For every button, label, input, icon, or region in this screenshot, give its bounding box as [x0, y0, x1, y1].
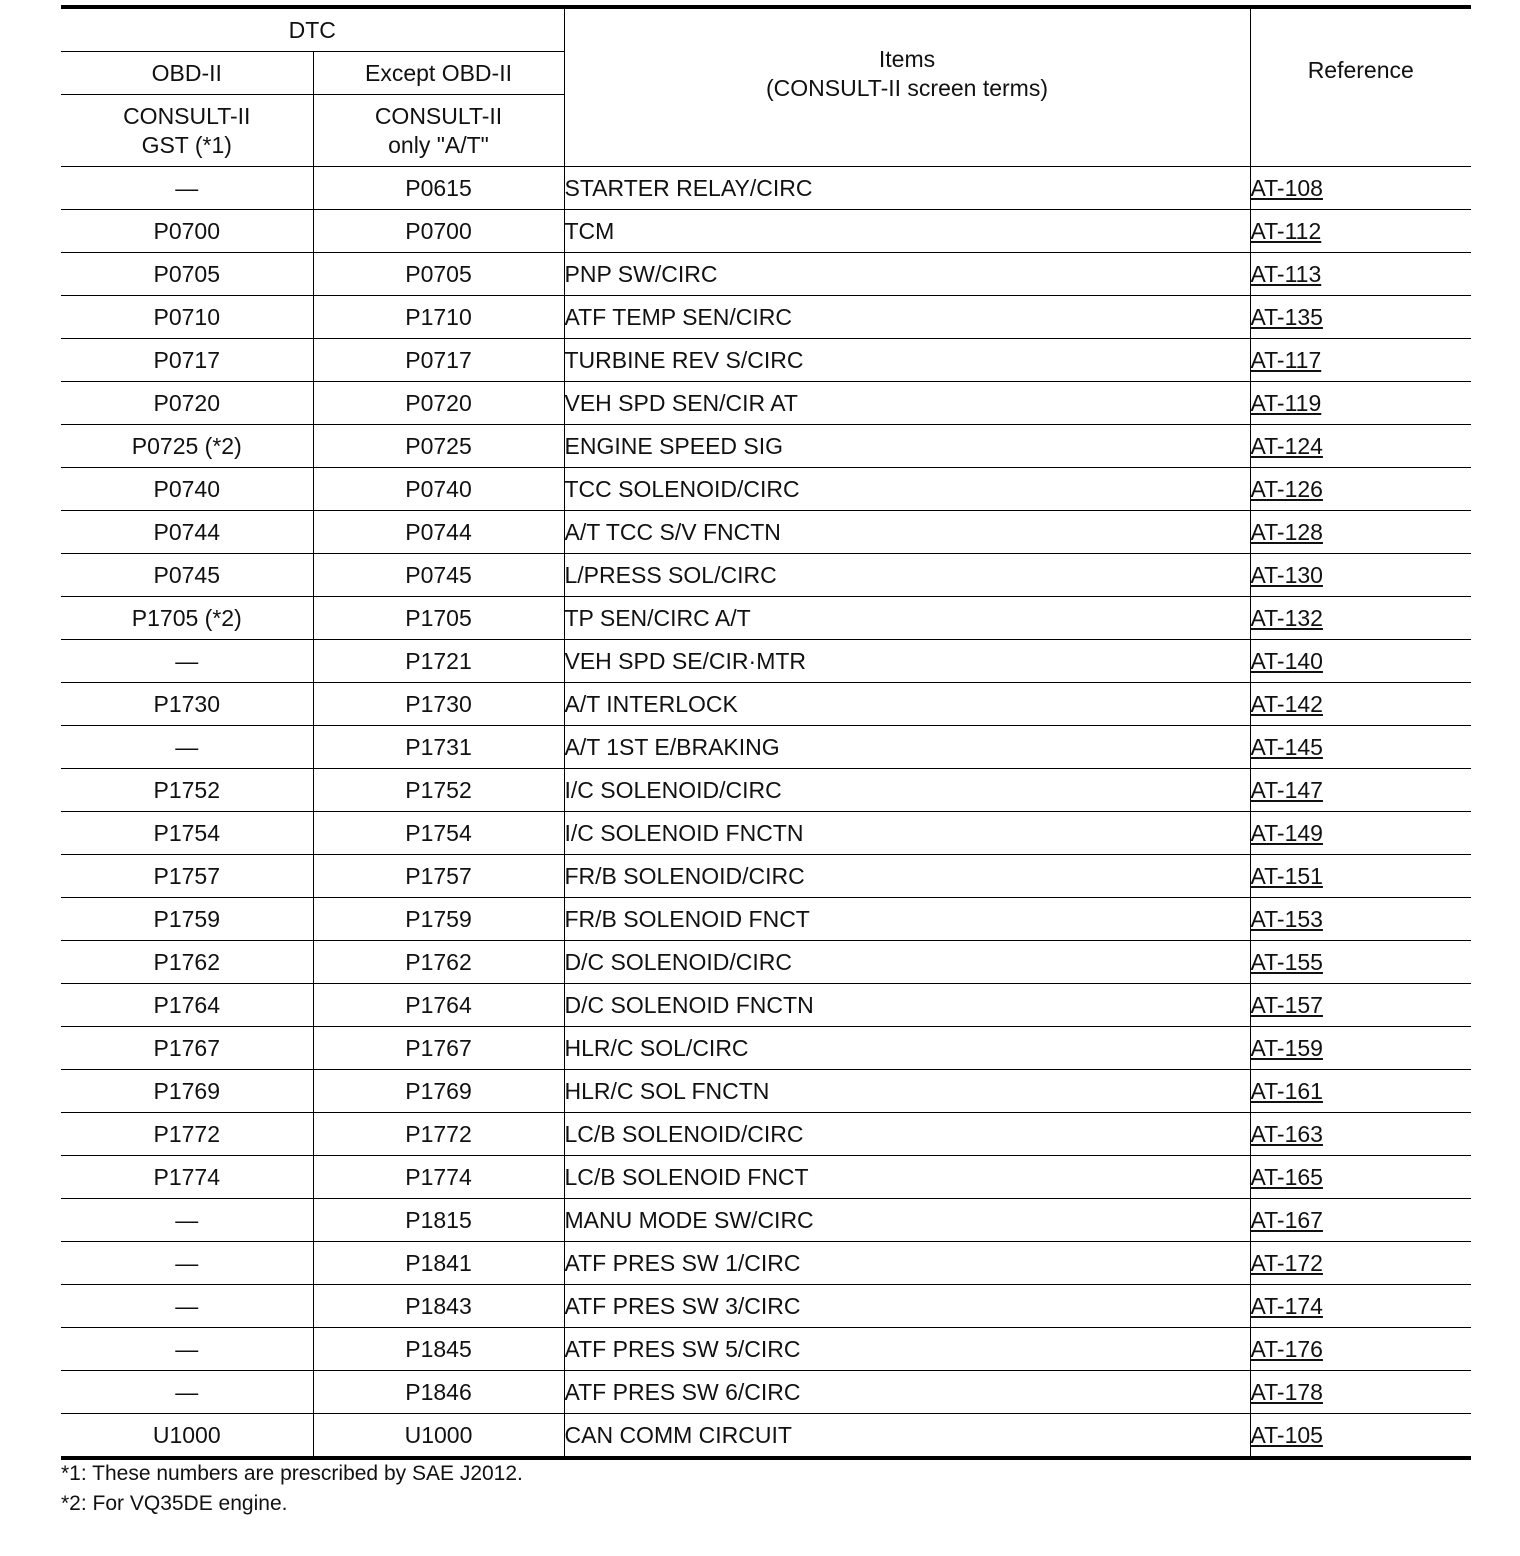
- reference-link[interactable]: AT-128: [1250, 518, 1323, 545]
- reference-link[interactable]: AT-132: [1250, 604, 1323, 631]
- cell-item: I/C SOLENOID FNCTN: [564, 812, 1250, 855]
- header-consult-only: [313, 95, 564, 167]
- header-reference-label: Reference: [1307, 57, 1414, 83]
- table-header: [61, 7, 1471, 167]
- table-row: [61, 1199, 1471, 1242]
- cell-reference: [1250, 640, 1471, 683]
- cell-item: D/C SOLENOID FNCTN: [564, 984, 1250, 1027]
- cell-obd2-code: P1774: [61, 1156, 313, 1199]
- cell-obd2-code: P1730: [61, 683, 313, 726]
- cell-reference: [1250, 425, 1471, 468]
- dtc-table: [61, 5, 1471, 1460]
- header-reference: [1250, 7, 1471, 167]
- cell-obd2-code: P0720: [61, 382, 313, 425]
- cell-obd2-code: P1762: [61, 941, 313, 984]
- table-row: [61, 1328, 1471, 1371]
- cell-item: HLR/C SOL FNCTN: [564, 1070, 1250, 1113]
- header-items: [564, 7, 1250, 167]
- cell-reference: [1250, 984, 1471, 1027]
- cell-reference: [1250, 382, 1471, 425]
- reference-link[interactable]: AT-126: [1250, 475, 1323, 502]
- cell-reference: [1250, 253, 1471, 296]
- table-row: [61, 855, 1471, 898]
- cell-except-obd2-code: P1841: [313, 1242, 564, 1285]
- cell-item: FR/B SOLENOID/CIRC: [564, 855, 1250, 898]
- footnote-1: *1: These numbers are prescribed by SAE J2012.: [61, 1462, 523, 1485]
- cell-item: I/C SOLENOID/CIRC: [564, 769, 1250, 812]
- cell-reference: [1250, 941, 1471, 984]
- reference-link[interactable]: AT-124: [1250, 432, 1323, 459]
- cell-reference: [1250, 1371, 1471, 1414]
- cell-reference: [1250, 726, 1471, 769]
- header-consult-only-line1: CONSULT-II: [374, 102, 503, 129]
- header-consult-gst-line2: GST (*1): [141, 131, 232, 158]
- cell-obd2-code: —: [61, 726, 313, 769]
- reference-link[interactable]: AT-151: [1250, 862, 1323, 889]
- cell-reference: [1250, 1113, 1471, 1156]
- cell-except-obd2-code: P1846: [313, 1371, 564, 1414]
- cell-obd2-code: P0710: [61, 296, 313, 339]
- cell-item: TP SEN/CIRC A/T: [564, 597, 1250, 640]
- reference-link[interactable]: AT-130: [1250, 561, 1323, 588]
- table-row: [61, 554, 1471, 597]
- cell-except-obd2-code: P0725: [313, 425, 564, 468]
- cell-item: VEH SPD SEN/CIR AT: [564, 382, 1250, 425]
- cell-except-obd2-code: P1769: [313, 1070, 564, 1113]
- reference-link[interactable]: AT-113: [1250, 260, 1322, 287]
- cell-obd2-code: P0740: [61, 468, 313, 511]
- table-row: [61, 468, 1471, 511]
- reference-link[interactable]: AT-159: [1250, 1034, 1323, 1061]
- cell-obd2-code: P0705: [61, 253, 313, 296]
- cell-reference: [1250, 1328, 1471, 1371]
- footnotes: [61, 1459, 523, 1519]
- table-row: [61, 984, 1471, 1027]
- reference-link[interactable]: AT-178: [1250, 1378, 1323, 1405]
- cell-obd2-code: P1769: [61, 1070, 313, 1113]
- cell-except-obd2-code: P0740: [313, 468, 564, 511]
- reference-link[interactable]: AT-149: [1250, 819, 1323, 846]
- table-row: [61, 511, 1471, 554]
- table-row: [61, 339, 1471, 382]
- cell-reference: [1250, 210, 1471, 253]
- cell-except-obd2-code: P1752: [313, 769, 564, 812]
- cell-reference: [1250, 339, 1471, 382]
- table-row: [61, 382, 1471, 425]
- cell-except-obd2-code: P1767: [313, 1027, 564, 1070]
- cell-except-obd2-code: P1705: [313, 597, 564, 640]
- cell-reference: [1250, 167, 1471, 210]
- table-row: [61, 1371, 1471, 1414]
- cell-item: MANU MODE SW/CIRC: [564, 1199, 1250, 1242]
- cell-obd2-code: P1752: [61, 769, 313, 812]
- table-row: [61, 812, 1471, 855]
- cell-reference: [1250, 1285, 1471, 1328]
- reference-link[interactable]: AT-108: [1250, 174, 1323, 201]
- cell-reference: [1250, 812, 1471, 855]
- reference-link[interactable]: AT-176: [1250, 1335, 1323, 1362]
- cell-reference: [1250, 855, 1471, 898]
- table-row: [61, 941, 1471, 984]
- cell-except-obd2-code: P1730: [313, 683, 564, 726]
- table-row: [61, 1285, 1471, 1328]
- reference-link[interactable]: AT-119: [1250, 389, 1322, 416]
- cell-except-obd2-code: P0615: [313, 167, 564, 210]
- cell-obd2-code: P0745: [61, 554, 313, 597]
- header-consult-gst: [61, 95, 313, 167]
- reference-link[interactable]: AT-172: [1250, 1249, 1323, 1276]
- cell-except-obd2-code: P1757: [313, 855, 564, 898]
- cell-except-obd2-code: P1710: [313, 296, 564, 339]
- cell-item: STARTER RELAY/CIRC: [564, 167, 1250, 210]
- reference-link[interactable]: AT-145: [1250, 733, 1323, 760]
- table-row: [61, 210, 1471, 253]
- table-row: [61, 296, 1471, 339]
- cell-obd2-code: —: [61, 1242, 313, 1285]
- cell-except-obd2-code: P0720: [313, 382, 564, 425]
- cell-obd2-code: P0725 (*2): [61, 425, 313, 468]
- reference-link[interactable]: AT-135: [1250, 303, 1323, 330]
- reference-link[interactable]: AT-155: [1250, 948, 1323, 975]
- cell-item: ATF PRES SW 3/CIRC: [564, 1285, 1250, 1328]
- cell-item: VEH SPD SE/CIR·MTR: [564, 640, 1250, 683]
- cell-obd2-code: P0717: [61, 339, 313, 382]
- cell-item: ATF PRES SW 1/CIRC: [564, 1242, 1250, 1285]
- cell-except-obd2-code: P1845: [313, 1328, 564, 1371]
- table-row: [61, 253, 1471, 296]
- cell-obd2-code: —: [61, 640, 313, 683]
- cell-reference: [1250, 898, 1471, 941]
- cell-item: ATF PRES SW 5/CIRC: [564, 1328, 1250, 1371]
- reference-link[interactable]: AT-142: [1250, 690, 1323, 717]
- cell-except-obd2-code: P1764: [313, 984, 564, 1027]
- cell-reference: [1250, 597, 1471, 640]
- cell-obd2-code: —: [61, 1371, 313, 1414]
- cell-obd2-code: P1754: [61, 812, 313, 855]
- reference-link[interactable]: AT-161: [1250, 1077, 1323, 1104]
- cell-obd2-code: P1767: [61, 1027, 313, 1070]
- cell-obd2-code: P1764: [61, 984, 313, 1027]
- cell-except-obd2-code: P1762: [313, 941, 564, 984]
- header-items-subtitle: (CONSULT-II screen terms): [766, 74, 1048, 101]
- cell-item: TURBINE REV S/CIRC: [564, 339, 1250, 382]
- table-row: [61, 425, 1471, 468]
- cell-item: A/T 1ST E/BRAKING: [564, 726, 1250, 769]
- cell-except-obd2-code: P1731: [313, 726, 564, 769]
- reference-link[interactable]: AT-105: [1250, 1421, 1323, 1448]
- cell-item: FR/B SOLENOID FNCT: [564, 898, 1250, 941]
- cell-reference: [1250, 1199, 1471, 1242]
- cell-reference: [1250, 1070, 1471, 1113]
- cell-item: A/T INTERLOCK: [564, 683, 1250, 726]
- cell-except-obd2-code: P1721: [313, 640, 564, 683]
- table-row: [61, 1070, 1471, 1113]
- table-body: [61, 167, 1471, 1459]
- cell-except-obd2-code: P1754: [313, 812, 564, 855]
- reference-link[interactable]: AT-174: [1250, 1292, 1323, 1319]
- cell-item: A/T TCC S/V FNCTN: [564, 511, 1250, 554]
- cell-item: TCC SOLENOID/CIRC: [564, 468, 1250, 511]
- reference-link[interactable]: AT-140: [1250, 647, 1323, 674]
- cell-reference: [1250, 468, 1471, 511]
- cell-obd2-code: —: [61, 1285, 313, 1328]
- cell-item: LC/B SOLENOID FNCT: [564, 1156, 1250, 1199]
- header-consult-only-line2: only "A/T": [388, 131, 489, 158]
- cell-item: TCM: [564, 210, 1250, 253]
- cell-except-obd2-code: P0744: [313, 511, 564, 554]
- cell-item: ENGINE SPEED SIG: [564, 425, 1250, 468]
- reference-link[interactable]: AT-117: [1250, 346, 1322, 373]
- cell-reference: [1250, 683, 1471, 726]
- cell-reference: [1250, 1027, 1471, 1070]
- cell-item: HLR/C SOL/CIRC: [564, 1027, 1250, 1070]
- table-row: [61, 167, 1471, 210]
- cell-obd2-code: P1772: [61, 1113, 313, 1156]
- header-except-obd2: Except OBD-II: [313, 52, 564, 95]
- cell-obd2-code: P1757: [61, 855, 313, 898]
- table-row: [61, 726, 1471, 769]
- cell-except-obd2-code: P0717: [313, 339, 564, 382]
- cell-obd2-code: P0700: [61, 210, 313, 253]
- table-row: [61, 1242, 1471, 1285]
- cell-except-obd2-code: P0705: [313, 253, 564, 296]
- cell-item: ATF PRES SW 6/CIRC: [564, 1371, 1250, 1414]
- cell-reference: [1250, 1156, 1471, 1199]
- cell-reference: [1250, 1242, 1471, 1285]
- cell-except-obd2-code: P1774: [313, 1156, 564, 1199]
- footnote-2: *2: For VQ35DE engine.: [61, 1492, 288, 1515]
- cell-except-obd2-code: P0745: [313, 554, 564, 597]
- cell-obd2-code: P1759: [61, 898, 313, 941]
- cell-item: LC/B SOLENOID/CIRC: [564, 1113, 1250, 1156]
- cell-except-obd2-code: P1843: [313, 1285, 564, 1328]
- cell-except-obd2-code: P0700: [313, 210, 564, 253]
- cell-obd2-code: P1705 (*2): [61, 597, 313, 640]
- table-row: [61, 1414, 1471, 1459]
- cell-except-obd2-code: U1000: [313, 1414, 564, 1459]
- cell-except-obd2-code: P1759: [313, 898, 564, 941]
- reference-link[interactable]: AT-112: [1250, 217, 1322, 244]
- cell-obd2-code: —: [61, 1328, 313, 1371]
- header-items-title: Items: [878, 45, 936, 72]
- cell-item: PNP SW/CIRC: [564, 253, 1250, 296]
- cell-item: CAN COMM CIRCUIT: [564, 1414, 1250, 1459]
- table-row: [61, 1027, 1471, 1070]
- cell-reference: [1250, 296, 1471, 339]
- table-row: [61, 1156, 1471, 1199]
- table-row: [61, 640, 1471, 683]
- table-row: [61, 1113, 1471, 1156]
- cell-item: D/C SOLENOID/CIRC: [564, 941, 1250, 984]
- cell-reference: [1250, 511, 1471, 554]
- reference-link[interactable]: AT-153: [1250, 905, 1323, 932]
- cell-item: ATF TEMP SEN/CIRC: [564, 296, 1250, 339]
- reference-link[interactable]: AT-165: [1250, 1163, 1323, 1190]
- table-row: [61, 769, 1471, 812]
- cell-reference: [1250, 554, 1471, 597]
- header-obd2: OBD-II: [61, 52, 313, 95]
- cell-reference: [1250, 1414, 1471, 1459]
- reference-link[interactable]: AT-163: [1250, 1120, 1323, 1147]
- cell-item: L/PRESS SOL/CIRC: [564, 554, 1250, 597]
- table-row: [61, 683, 1471, 726]
- header-consult-gst-line1: CONSULT-II: [123, 102, 251, 129]
- cell-obd2-code: P0744: [61, 511, 313, 554]
- cell-except-obd2-code: P1815: [313, 1199, 564, 1242]
- table-row: [61, 597, 1471, 640]
- cell-reference: [1250, 769, 1471, 812]
- cell-obd2-code: —: [61, 167, 313, 210]
- cell-obd2-code: U1000: [61, 1414, 313, 1459]
- header-dtc: DTC: [61, 7, 564, 52]
- reference-link[interactable]: AT-147: [1250, 776, 1323, 803]
- cell-except-obd2-code: P1772: [313, 1113, 564, 1156]
- reference-link[interactable]: AT-167: [1250, 1206, 1323, 1233]
- cell-obd2-code: —: [61, 1199, 313, 1242]
- table-row: [61, 898, 1471, 941]
- reference-link[interactable]: AT-157: [1250, 991, 1323, 1018]
